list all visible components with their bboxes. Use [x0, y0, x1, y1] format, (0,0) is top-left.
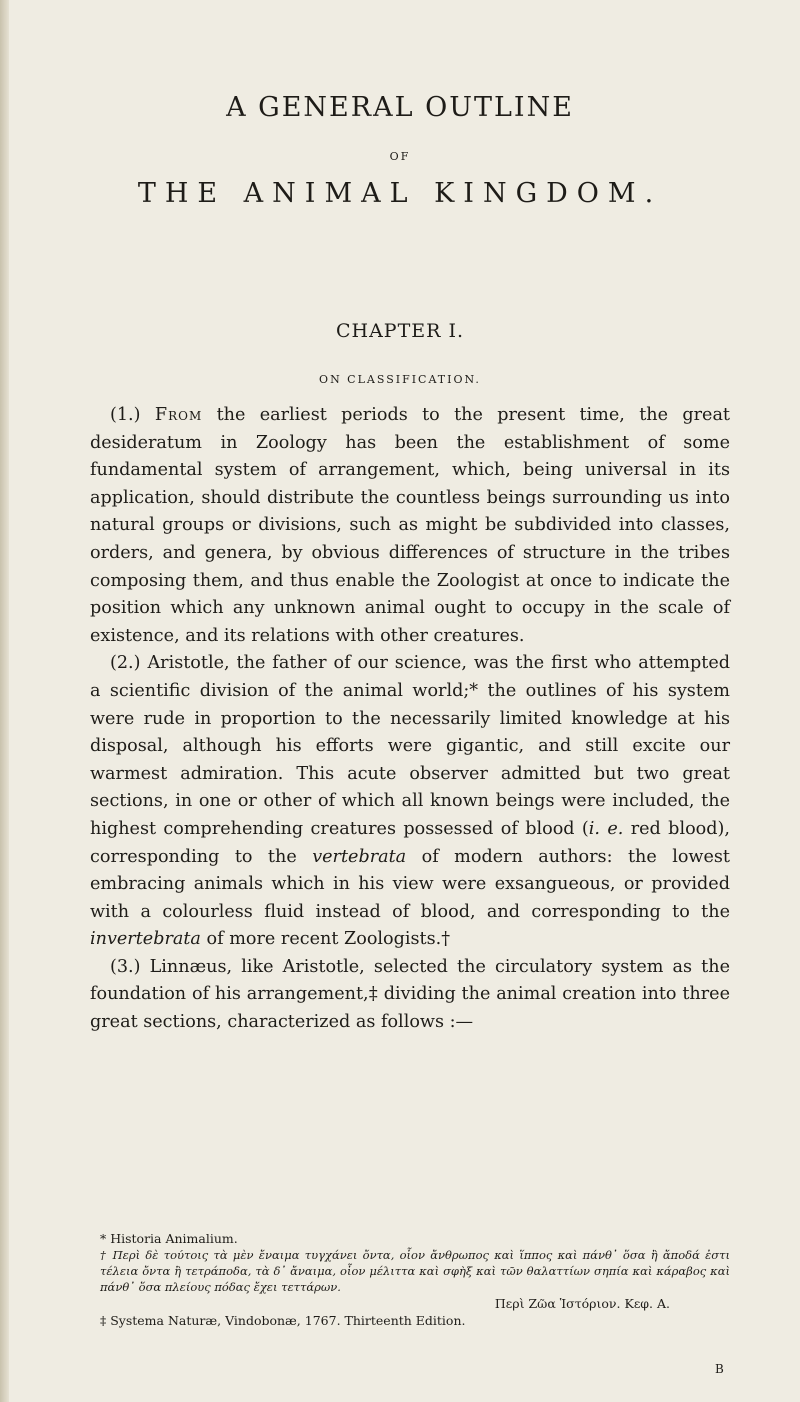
book-title: A GENERAL OUTLINE — [226, 92, 574, 123]
footnote-3: ‡ Systema Naturæ, Vindobonæ, 1767. Thirteenth Edition. — [100, 1313, 466, 1328]
paragraph-3: (3.) Linnæus, like Aristotle, selected the circulatory system as the foundation of his arrangement,‡ dividing the animal creation into three great sections, characterized as follows :— — [90, 956, 730, 1033]
paragraph-2-text-d: of more recent Zoologists.† — [200, 929, 451, 950]
paragraph-2-text-c: of modern authors: the lowest embracing animals which in his view were exsangueous, or provided with a colourless fluid instead of blood, and corresponding to the — [90, 846, 730, 922]
signature-mark: B — [715, 1362, 724, 1376]
paragraph-2-text-a: (2.) Aristotle, the father of our science, was the first who attempted a scientific division of the animal world;* the outlines of his system were rude in proportion to the necessarily limited knowledge at his disposal, although his efforts were gigantic, and still excite our warmest admiration. This acute observer admitted but two great sections, in one or other of which all known beings were included, the highest comprehending creatures possessed of blood ( — [90, 653, 730, 839]
chapter-heading: CHAPTER I. — [335, 320, 465, 342]
footnote-2-greek: † Περὶ δὲ τούτοις τὰ μὲν ἔναιμα τυγχάνει ὄντα, οἷον ἄνθρωπος καὶ ἵππος καὶ πάνθ᾽ ὅσα ἢ ἄποδά ἐστι τέλεια ὄντα ἢ τετράποδα, τὰ δ᾽ ἄναιμα, οἷον μέλιττα καὶ σφὴξ καὶ τῶν θαλαττίων σηπία καὶ κάραβος καὶ πάνθ᾽ ὅσα πλείους πόδας ἔχει τεττάρων. — [100, 1248, 730, 1294]
paragraph-2-text-b: red blood), corresponding to the — [90, 818, 730, 867]
italic-vertebrata: vertebrata — [312, 846, 407, 867]
footnote-1: * Historia Animalium. — [100, 1231, 238, 1246]
italic-ie: i. e. — [588, 818, 624, 839]
title-connector: OF — [389, 150, 411, 163]
body-text — [90, 402, 730, 1037]
footnote-2-reference: Περὶ Ζῶα Ἱστόριον. Κεφ. Α. — [494, 1296, 670, 1311]
book-subtitle: THE ANIMAL KINGDOM. — [137, 178, 663, 209]
paragraph-1 — [90, 402, 730, 650]
paragraph-number: (1.) — [110, 405, 141, 425]
paragraph-2 — [90, 650, 730, 954]
lead-word: From — [154, 405, 203, 425]
italic-invertebrata: invertebrata — [90, 929, 201, 950]
paragraph-1-text: the earliest periods to the present time, the great desideratum in Zoology has been the establishment of some fundamental system of arrangement, which, being universal in its application, should distribute the countless beings surrounding us into natural groups or divisions, such as might be subdivided into classes, orders, and genera, by obvious differences of structure in the tribes composing them, and thus enable the Zoologist at once to indicate the position which any unknown animal ought to occupy in the scale of existence, and its relations with other creatures. — [90, 405, 731, 646]
chapter-subheading: ON CLASSIFICATION. — [319, 373, 481, 386]
page-spine-shadow — [0, 0, 9, 1402]
footnotes — [90, 1230, 730, 1329]
